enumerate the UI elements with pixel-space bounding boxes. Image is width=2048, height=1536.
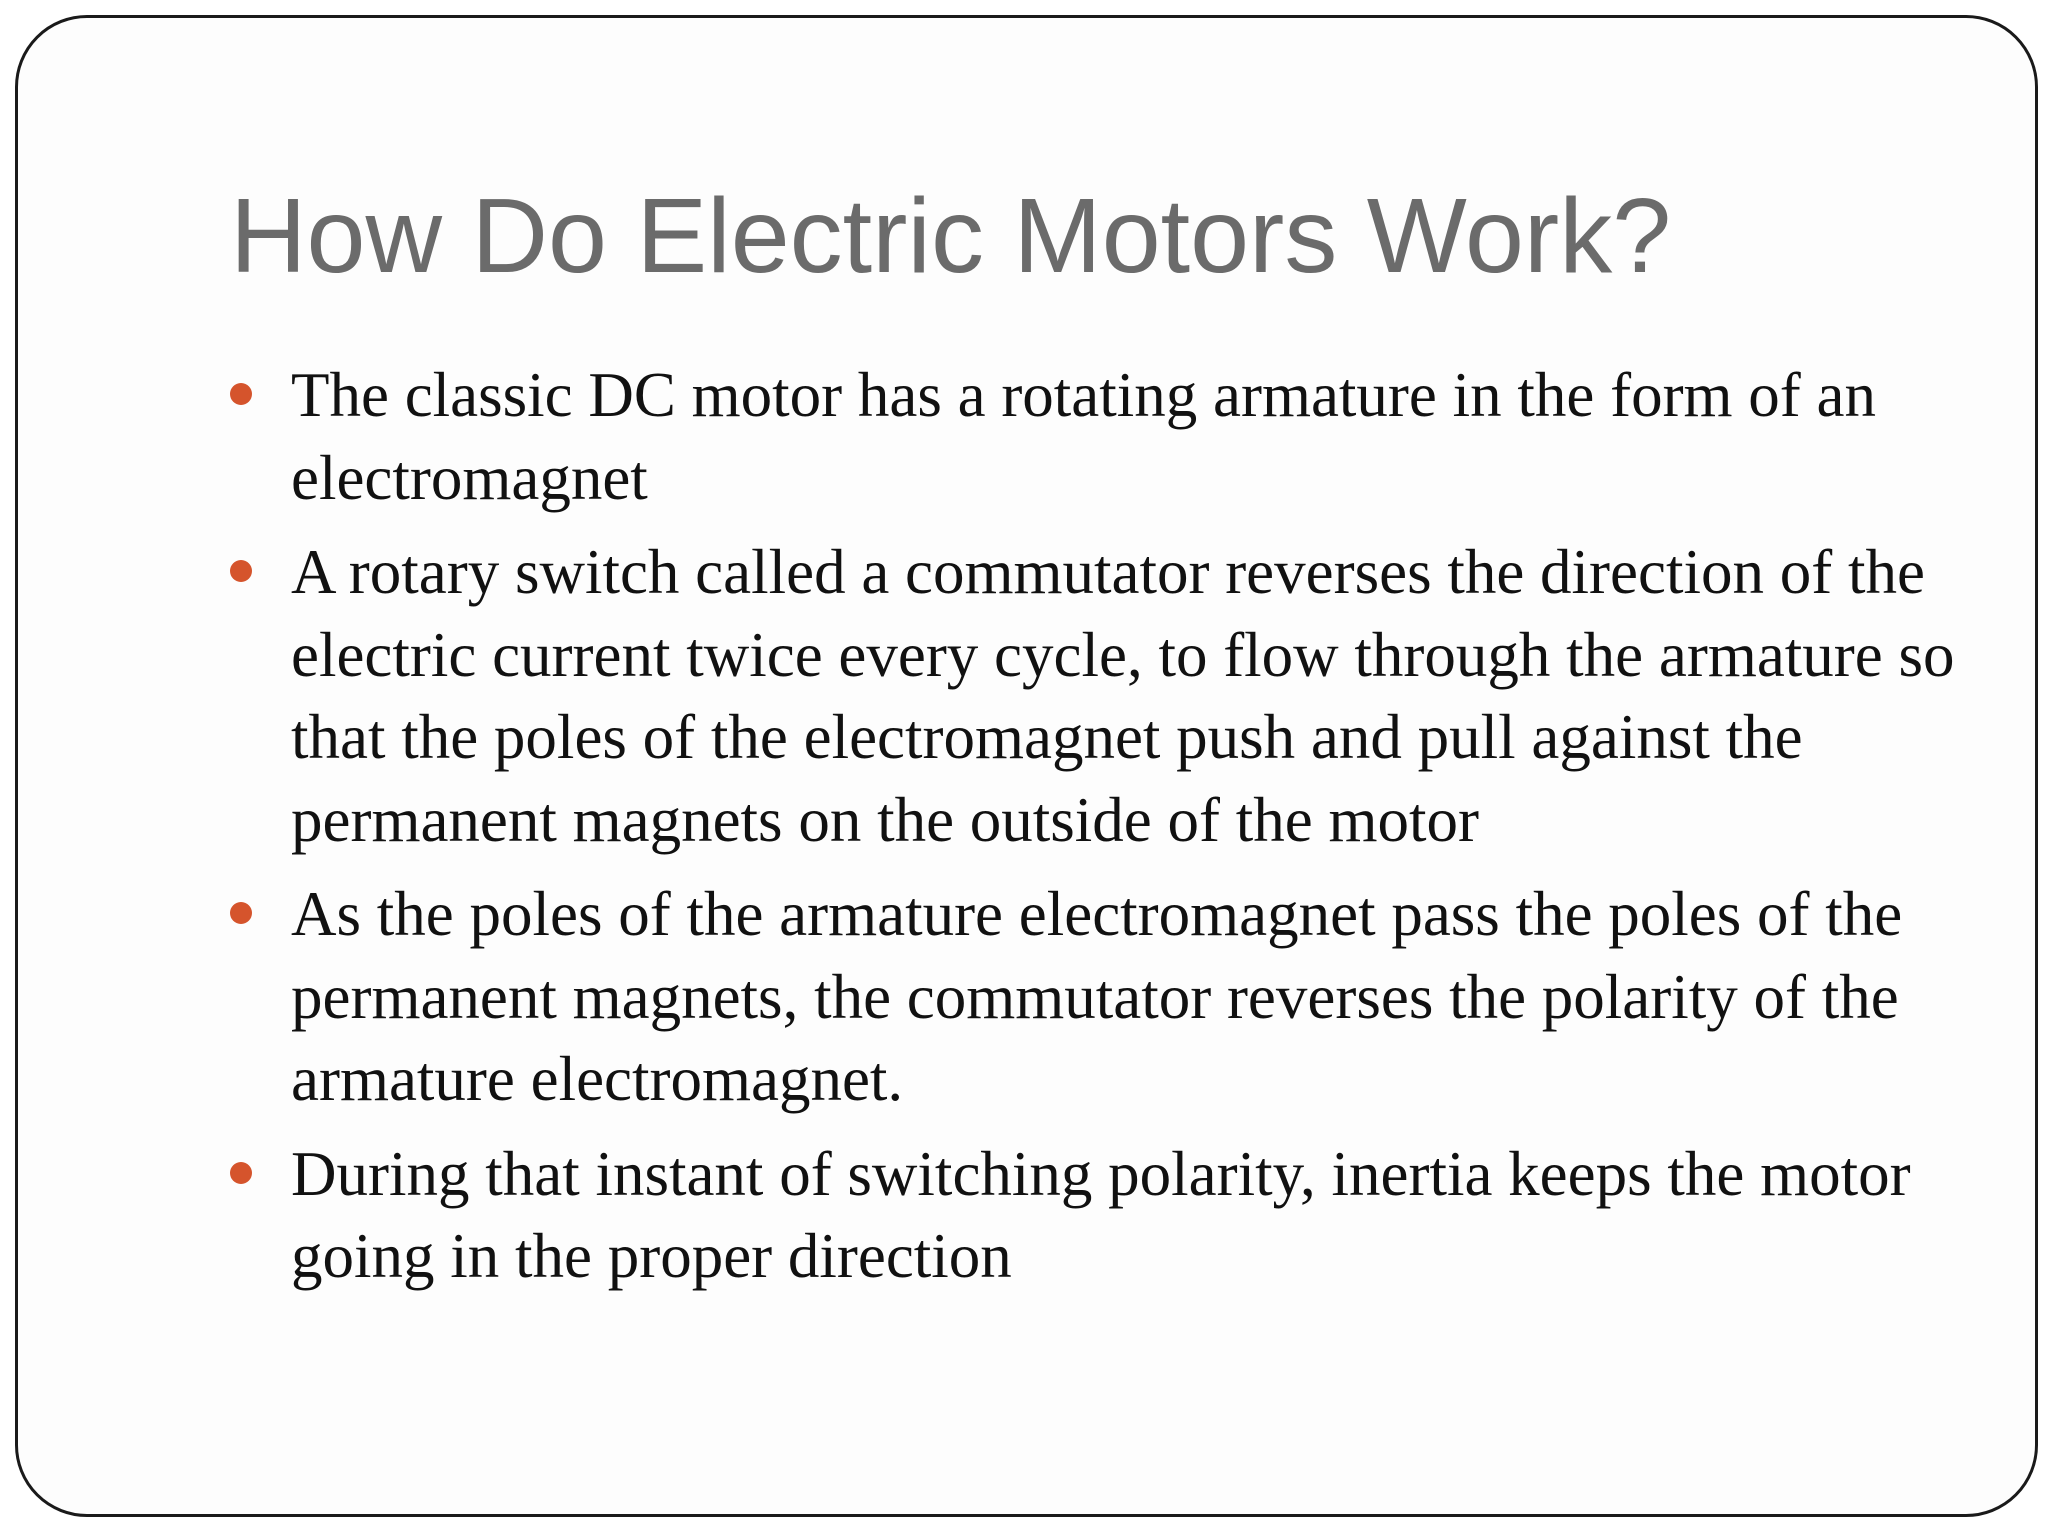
- bullet-dot-icon: [230, 1162, 252, 1184]
- bullet-dot-icon: [230, 902, 252, 924]
- bullet-text: During that instant of switching polarity, inertia keeps the motor going in the proper direction: [291, 1138, 1911, 1291]
- bullet-text: As the poles of the armature electromagnet pass the poles of the permanent magnets, the commutator reverses the polarity of the armature electromagnet.: [291, 879, 1903, 1114]
- bullet-item: [230, 873, 1970, 1121]
- bullet-dot-icon: [230, 560, 252, 582]
- bullet-dot-icon: [230, 383, 252, 405]
- bullet-item: [230, 1133, 1970, 1298]
- bullet-list: [230, 354, 1970, 1310]
- bullet-text: A rotary switch called a commutator reverses the direction of the electric current twice every cycle, to flow through the armature so that the poles of the electromagnet push and pull against the permanent magnets on the outside of the motor: [291, 537, 1955, 855]
- bullet-text: The classic DC motor has a rotating armature in the form of an electromagnet: [291, 360, 1876, 513]
- slide-frame: [15, 15, 2038, 1517]
- bullet-item: [230, 531, 1970, 861]
- bullet-item: [230, 354, 1970, 519]
- slide-title: How Do Electric Motors Work?: [230, 177, 1672, 295]
